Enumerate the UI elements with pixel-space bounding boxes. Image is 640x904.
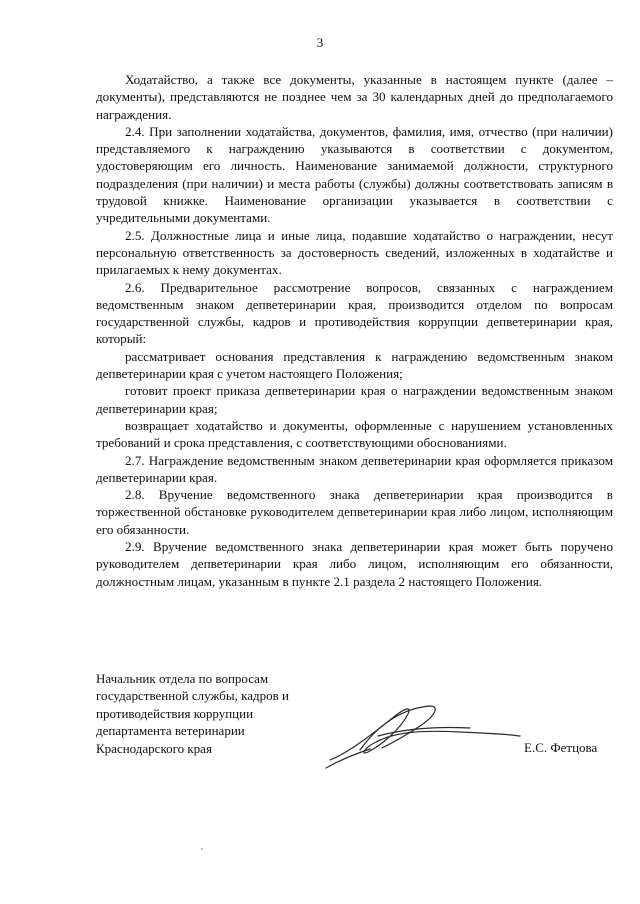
paragraph-2-6-item-return: возвращает ходатайство и документы, оформленные с нарушением установленных требований и срока представления, с соответствующими обоснованиями. (96, 417, 613, 451)
scan-speck (201, 848, 203, 850)
paragraph-2-5: 2.5. Должностные лица и иные лица, подавшие ходатайство о награждении, несут персональную ответственность за достоверность сведений, изложенных в ходатайстве и прилагаемых к нему документах. (96, 227, 613, 278)
paragraph-2-9: 2.9. Вручение ведомственного знака депветеринарии края может быть поручено руководителем депветеринарии края либо лицом, исполняющим его обязанности, должностным лицам, указанным в пункте 2.1 раздела 2 настоящего Положения. (96, 539, 613, 589)
paragraph-documents-deadline: Ходатайство, а также все документы, указанные в настоящем пункте (далее – документы), представляются не позднее чем за 30 календарных дней до предполагаемого награждения. (96, 72, 613, 122)
signatory-position (96, 670, 289, 757)
handwritten-signature (320, 702, 525, 772)
signer-name: Е.С. Фетцова (524, 740, 598, 755)
paragraph-2-6-item-review: рассматривает основания представления к награждению ведомственным знаком депветеринарии края с учетом настоящего Положения; (96, 348, 613, 382)
position-line: противодействия коррупции (96, 705, 254, 721)
paragraph-2-6-item-draft-order: готовит проект приказа депветеринарии края о награждении ведомственным знаком депветеринарии края; (96, 383, 613, 416)
position-line: Краснодарского края (96, 740, 212, 756)
paragraph-2-4: 2.4. При заполнении ходатайства, документов, фамилия, имя, отчество (при наличии) представляемого к награждению указываются в соответствии с документом, удостоверяющим его личность. Наименование занимаемой должности, структурного подразделения (при наличии) и места работы (службы) должны соответствовать записям в трудовой книжке. Наименование организации указывается в соответствии с учредительными документами. (96, 123, 613, 226)
document-body (96, 71, 613, 590)
paragraph-2-8: 2.8. Вручение ведомственного знака депветеринарии края производится в торжественной обстановке руководителем депветеринарии края либо лицом, исполняющим его обязанности. (96, 487, 613, 537)
position-line: государственной службы, кадров и (96, 688, 289, 704)
position-line: департамента ветеринарии (96, 723, 245, 739)
paragraph-2-6: 2.6. Предварительное рассмотрение вопросов, связанных с награждением ведомственным знаком депветеринарии края, производится отделом по вопросам государственной службы, кадров и противодействия коррупции депветеринарии края, который: (96, 279, 613, 347)
position-line: Начальник отдела по вопросам (96, 671, 269, 686)
page-number: 3 (316, 35, 324, 50)
paragraph-2-7: 2.7. Награждение ведомственным знаком депветеринарии края оформляется приказом депветеринарии края. (96, 452, 613, 485)
